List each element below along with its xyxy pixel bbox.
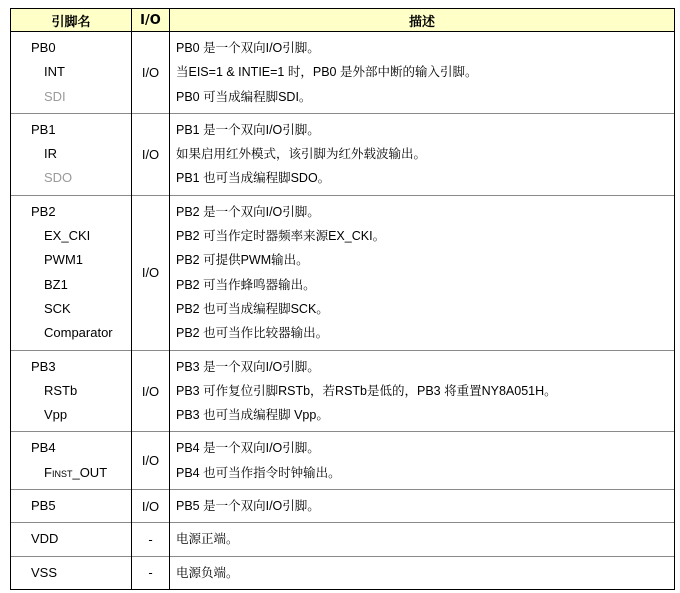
pin-alt-function: RSTb <box>44 382 78 398</box>
table-row <box>11 432 675 490</box>
desc-line: PB1 是一个双向I/O引脚。 <box>176 122 320 137</box>
pin-alt-function <box>11 461 131 485</box>
finst-subscript: INST <box>51 468 73 479</box>
table-row <box>11 32 675 114</box>
pin-cell <box>11 113 132 195</box>
desc-line: PB1 也可当成编程脚SDO。 <box>176 171 331 186</box>
pin-name: VSS <box>31 564 58 580</box>
pin-cell <box>11 32 132 114</box>
pin-alt-function: SDO <box>44 170 73 186</box>
finst-suffix: _OUT <box>72 464 108 480</box>
io-cell: I/O <box>132 432 170 490</box>
table-row <box>11 556 675 589</box>
desc-cell <box>170 523 675 556</box>
io-cell: - <box>132 523 170 556</box>
desc-line: PB3 是一个双向I/O引脚。 <box>176 359 320 374</box>
pin-name: PB2 <box>31 203 56 219</box>
pin-name: VDD <box>31 531 59 547</box>
pin-alt-function: EX_CKI <box>44 228 91 244</box>
desc-line: PB2 也可当作比较器输出。 <box>176 326 329 341</box>
table-row <box>11 195 675 350</box>
desc-line: 电源正端。 <box>176 532 239 547</box>
finst-f: F <box>44 464 52 480</box>
pin-alt-function: BZ1 <box>44 276 68 292</box>
pin-alt-function: SCK <box>44 300 71 316</box>
desc-line: PB3 也可当成编程脚 Vpp。 <box>176 408 329 423</box>
header-pin-name: 引脚名 <box>11 9 132 32</box>
pin-alt-function: IR <box>44 146 57 162</box>
pin-alt-function: PWM1 <box>44 252 83 268</box>
pin-cell <box>11 432 132 490</box>
pin-name: PB5 <box>31 498 56 514</box>
table-row <box>11 523 675 556</box>
desc-line: PB2 可提供PWM输出。 <box>176 253 309 268</box>
desc-line: PB2 可当作蜂鸣器输出。 <box>176 277 316 292</box>
pin-description-table <box>10 8 675 590</box>
pin-name: PB0 <box>31 40 56 55</box>
pin-alt-function: INT <box>44 64 65 80</box>
desc-cell <box>170 350 675 432</box>
table-row <box>11 490 675 523</box>
desc-line: PB2 也可当成编程脚SCK。 <box>176 301 329 316</box>
table-header-row <box>11 9 675 32</box>
desc-line: PB2 是一个双向I/O引脚。 <box>176 204 320 219</box>
pin-name: PB1 <box>31 121 56 137</box>
desc-cell <box>170 32 675 114</box>
pin-cell <box>11 523 132 556</box>
table-row <box>11 350 675 432</box>
desc-line: 如果启用红外模式，该引脚为红外载波输出。 <box>176 147 427 162</box>
pin-cell <box>11 556 132 589</box>
desc-line: PB0 是一个双向I/O引脚。 <box>176 41 320 55</box>
io-cell: I/O <box>132 113 170 195</box>
pin-cell <box>11 195 132 350</box>
io-cell: - <box>132 556 170 589</box>
desc-line: PB5 是一个双向I/O引脚。 <box>176 499 320 514</box>
desc-line: PB0 可当成编程脚SDI。 <box>176 89 312 104</box>
desc-line: 电源负端。 <box>176 565 239 580</box>
io-cell: I/O <box>132 490 170 523</box>
desc-line: PB4 是一个双向I/O引脚。 <box>176 441 320 456</box>
desc-cell <box>170 113 675 195</box>
desc-line: PB4 也可当作指令时钟输出。 <box>176 465 341 480</box>
desc-cell <box>170 432 675 490</box>
io-cell: I/O <box>132 32 170 114</box>
io-cell: I/O <box>132 350 170 432</box>
desc-line: PB2 可当作定时器频率来源EX_CKI。 <box>176 229 386 244</box>
desc-line: 当EIS=1 & INTIE=1 时，PB0 是外部中断的输入引脚。 <box>176 65 478 80</box>
desc-cell <box>170 195 675 350</box>
pin-alt-function: Comparator <box>44 325 113 341</box>
desc-cell <box>170 556 675 589</box>
pin-name: PB4 <box>31 440 56 456</box>
io-cell: I/O <box>132 195 170 350</box>
desc-cell <box>170 490 675 523</box>
header-description: 描述 <box>170 9 675 32</box>
pin-name: PB3 <box>31 358 56 374</box>
table-row <box>11 113 675 195</box>
header-io: I/O <box>132 9 170 32</box>
pin-cell <box>11 350 132 432</box>
pin-alt-function: SDI <box>44 88 66 104</box>
pin-alt-function: Vpp <box>44 407 68 423</box>
pin-cell <box>11 490 132 523</box>
desc-line: PB3 可作复位引脚RSTb，若RSTb是低的，PB3 将重置NY8A051H。 <box>176 383 557 398</box>
